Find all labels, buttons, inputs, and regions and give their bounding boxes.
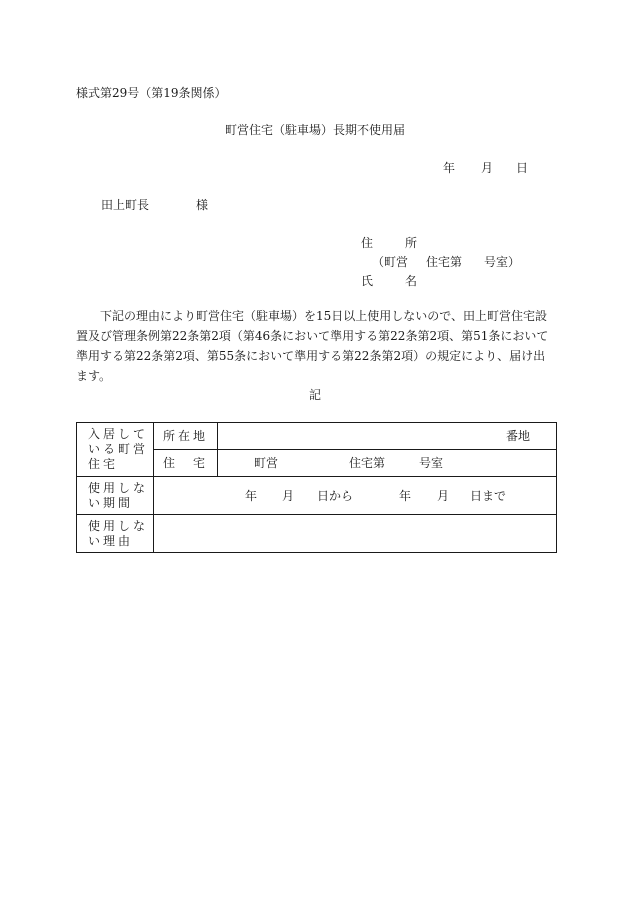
detail-table xyxy=(76,422,557,553)
document-title: 町営住宅（駐車場）長期不使用届 xyxy=(224,123,405,137)
form-number: 様式第29号（第19条関係） xyxy=(76,86,227,100)
reason-field[interactable] xyxy=(154,515,557,553)
residence-header-cell xyxy=(77,423,154,477)
house-label: 住 宅 xyxy=(154,450,218,477)
table-row-reason xyxy=(77,515,557,553)
period-from-year: 年 xyxy=(245,488,258,503)
location-suffix: 番地 xyxy=(505,429,530,443)
reason-header-cell xyxy=(77,515,154,553)
date-day-label: 日 xyxy=(516,161,529,175)
period-from-month: 月 xyxy=(282,488,295,503)
period-header: 使用しない期間 xyxy=(88,480,149,510)
period-to-day: 日まで xyxy=(470,488,507,503)
applicant-house-town: （町営 xyxy=(372,255,409,269)
date-month-label: 月 xyxy=(481,161,494,175)
location-field[interactable] xyxy=(218,423,557,450)
house-room-label: 号室 xyxy=(419,456,444,470)
addressee-name: 田上町長 xyxy=(101,198,150,212)
house-field[interactable] xyxy=(218,450,557,477)
table-row-period xyxy=(77,477,557,515)
applicant-house-number: 住宅第 xyxy=(426,255,463,269)
addressee-suffix: 様 xyxy=(196,198,209,212)
period-field[interactable] xyxy=(154,477,557,515)
notice-body-text: 下記の理由により町営住宅（駐車場）を15日以上使用しないので、田上町営住宅設置及び管理条例第22条第2項（第46条において準用する第22条第2項、第51条において準用する第22条第2項、第55条において準用する第22条第2項）の規定により、届け出ます。 xyxy=(76,309,549,383)
period-header-cell xyxy=(77,477,154,515)
applicant-address-label: 住 所 xyxy=(361,236,428,250)
location-label: 所在地 xyxy=(154,423,218,450)
house-town-label: 町営 xyxy=(254,456,279,470)
period-to-year: 年 xyxy=(399,488,412,503)
table-row-location xyxy=(77,423,557,450)
ki-heading: 記 xyxy=(308,388,321,402)
applicant-name-label: 氏 名 xyxy=(361,274,428,288)
reason-header: 使用しない理由 xyxy=(88,518,149,548)
date-year-label: 年 xyxy=(443,161,456,175)
applicant-house-room: 号室） xyxy=(484,255,521,269)
house-number-label: 住宅第 xyxy=(349,456,386,470)
period-from-day: 日から xyxy=(317,488,354,503)
period-to-month: 月 xyxy=(437,488,450,503)
residence-header: 入居している町営住宅 xyxy=(88,427,149,471)
